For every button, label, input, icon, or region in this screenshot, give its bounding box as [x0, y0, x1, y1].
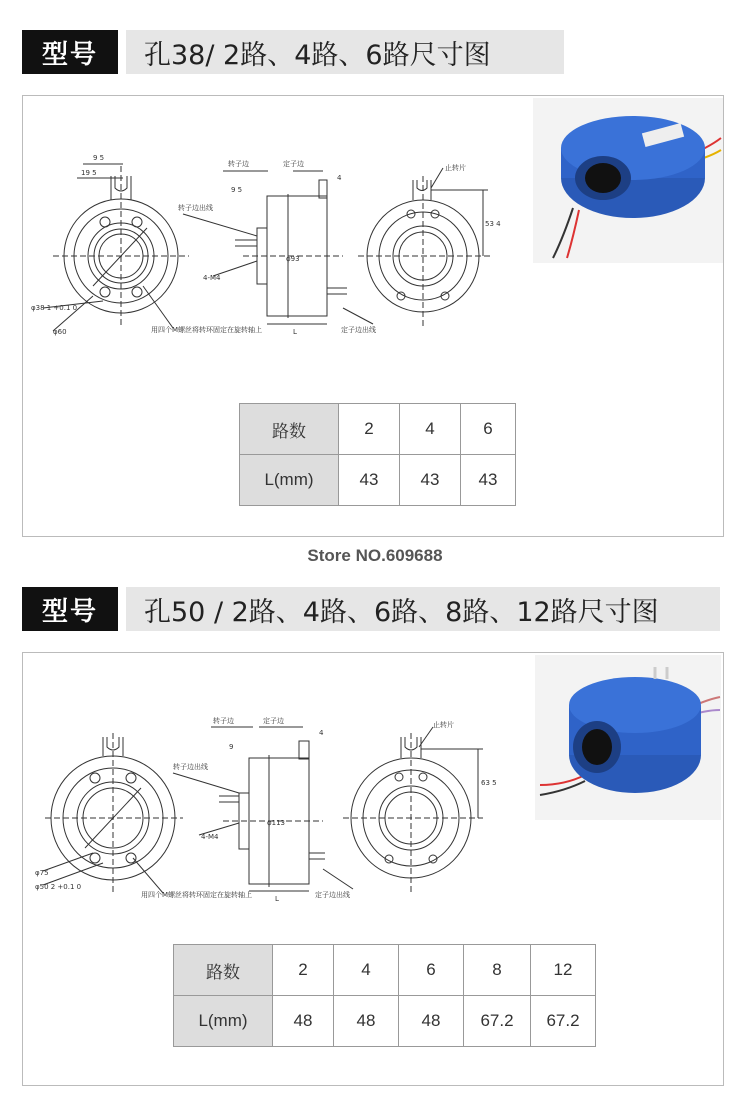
dim-635: 63 5 [481, 779, 497, 787]
table-row [240, 455, 516, 506]
table-row [174, 996, 596, 1047]
circuits-label: 路数 [174, 945, 273, 996]
rotor-side-label: 转子边 [213, 717, 234, 725]
table-cell: 4 [400, 404, 461, 455]
section1-title: 孔38/ 2路、4路、6路尺寸图 [126, 30, 564, 74]
mount-note: 用四个M螺丝将转环固定在旋转轴上 [151, 326, 263, 334]
table-cell: 12 [531, 945, 596, 996]
model-tag: 型号 [22, 30, 118, 74]
table-cell: 67.2 [531, 996, 596, 1047]
dim-95: 9 5 [93, 154, 105, 162]
section2-spec-table [173, 944, 596, 1047]
table-cell: 48 [399, 996, 464, 1047]
L-label: L [293, 328, 297, 336]
mount-note: 用四个M螺丝将转环固定在旋转轴上 [141, 891, 253, 899]
dim-95-side: 9 5 [231, 186, 243, 194]
rotor-side-label: 转子边 [228, 160, 249, 168]
table-cell: 2 [273, 945, 334, 996]
length-label: L(mm) [174, 996, 273, 1047]
table-cell: 43 [400, 455, 461, 506]
stator-side-label: 定子边 [263, 717, 284, 725]
dim-9: 9 [229, 743, 234, 751]
section2-title: 孔50 / 2路、4路、6路、8路、12路尺寸图 [126, 587, 720, 631]
table-cell: 8 [464, 945, 531, 996]
phi38-label: φ38 1 +0.1 0 [31, 304, 78, 312]
tab-label: 止转片 [433, 721, 454, 729]
table-cell: 6 [399, 945, 464, 996]
table-cell: 43 [461, 455, 516, 506]
slip-ring-photo [533, 98, 723, 263]
phi93-label: φ93 [286, 255, 300, 263]
section1-panel [22, 95, 724, 537]
table-row [240, 404, 516, 455]
length-label: L(mm) [240, 455, 339, 506]
rotor-outlet-label: 转子边出线 [173, 763, 208, 771]
slip-ring-photo [535, 655, 721, 820]
phi50-label: φ50 2 +0.1 0 [35, 883, 82, 891]
dim-4: 4 [337, 174, 342, 182]
store-number: Store NO.609688 [307, 546, 443, 565]
model-tag: 型号 [22, 587, 118, 631]
rotor-outlet-label: 转子边出线 [178, 204, 213, 212]
table-cell: 43 [339, 455, 400, 506]
table-cell: 6 [461, 404, 516, 455]
m4-label: 4-M4 [203, 274, 221, 282]
table-row [174, 945, 596, 996]
phi113-label: φ113 [267, 819, 285, 827]
stator-outlet-label: 定子边出线 [341, 326, 376, 334]
section1-header [22, 30, 564, 74]
table-cell: 4 [334, 945, 399, 996]
tab-label: 止转片 [445, 164, 466, 172]
circuits-label: 路数 [240, 404, 339, 455]
dim-195: 19 5 [81, 169, 97, 177]
phi60-label: φ60 [53, 328, 67, 336]
dim-534: 53 4 [485, 220, 501, 228]
table-cell: 2 [339, 404, 400, 455]
section2-header [22, 587, 720, 631]
table-cell: 67.2 [464, 996, 531, 1047]
L-label: L [275, 895, 279, 903]
section2-panel [22, 652, 724, 1086]
dim-4: 4 [319, 729, 324, 737]
m4-label: 4-M4 [201, 833, 219, 841]
stator-outlet-label: 定子边出线 [315, 891, 350, 899]
stator-side-label: 定子边 [283, 160, 304, 168]
section1-spec-table [239, 403, 516, 506]
phi75-label: φ75 [35, 869, 49, 877]
table-cell: 48 [334, 996, 399, 1047]
table-cell: 48 [273, 996, 334, 1047]
